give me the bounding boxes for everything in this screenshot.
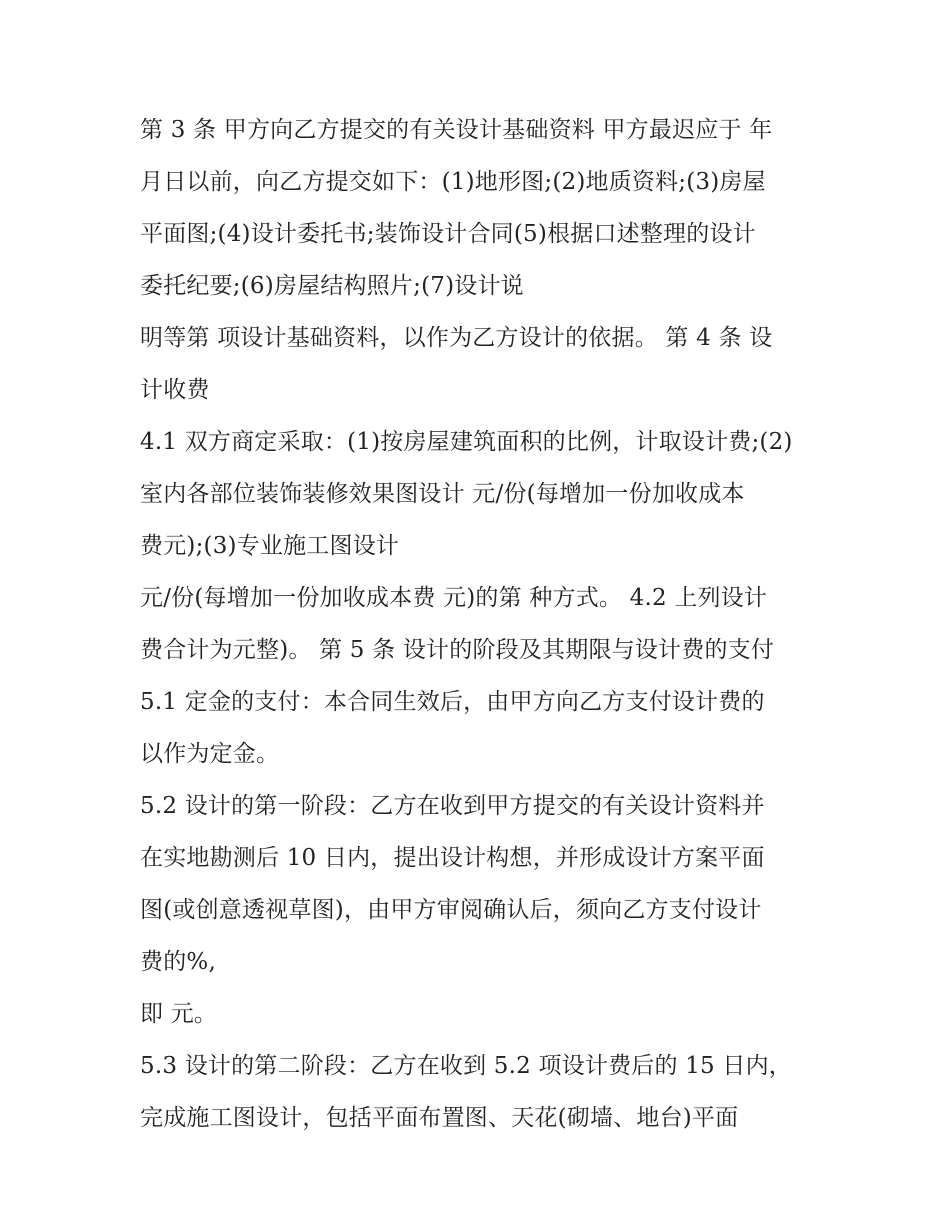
text-line: 5.3 设计的第二阶段：乙方在收到 5.2 项设计费后的 15 日内， (140, 1053, 792, 1079)
text-line: 明等第 项设计基础资料，以作为乙方设计的依据。 第 4 条 设 (140, 325, 773, 351)
text-line: 即 元。 (140, 1001, 218, 1027)
text-line: 在实地勘测后 10 日内，提出设计构想，并形成设计方案平面 (140, 845, 765, 871)
text-line: 第 3 条 甲方向乙方提交的有关设计基础资料 甲方最迟应于 年 (140, 117, 773, 143)
text-line: 委托纪要;(6)房屋结构照片;(7)设计说 (140, 273, 524, 299)
text-line: 元/份(每增加一份加收成本费 元)的第 种方式。 4.2 上列设计 (140, 585, 768, 611)
text-line: 4.1 双方商定采取：(1)按房屋建筑面积的比例，计取设计费;(2) (140, 429, 793, 455)
text-line: 月日以前，向乙方提交如下：(1)地形图;(2)地质资料;(3)房屋 (140, 169, 766, 195)
text-line: 以作为定金。 (140, 741, 280, 767)
text-line: 费合计为元整)。 第 5 条 设计的阶段及其期限与设计费的支付 (140, 637, 775, 663)
text-line: 室内各部位装饰装修效果图设计 元/份(每增加一份加收成本 (140, 481, 745, 507)
text-line: 图(或创意透视草图)，由甲方审阅确认后，须向乙方支付设计 (140, 897, 762, 923)
text-line: 5.1 定金的支付：本合同生效后，由甲方向乙方支付设计费的 (140, 689, 765, 715)
text-line: 费元);(3)专业施工图设计 (140, 533, 400, 559)
text-line: 费的%, (140, 949, 216, 975)
text-line: 计收费 (140, 377, 210, 403)
text-line: 完成施工图设计，包括平面布置图、天花(砌墙、地台)平面 (140, 1105, 739, 1131)
contract-text-body (140, 104, 820, 1144)
text-line: 5.2 设计的第一阶段：乙方在收到甲方提交的有关设计资料并 (140, 793, 765, 819)
text-line: 平面图;(4)设计委托书;装饰设计合同(5)根据口述整理的设计 (140, 221, 756, 247)
